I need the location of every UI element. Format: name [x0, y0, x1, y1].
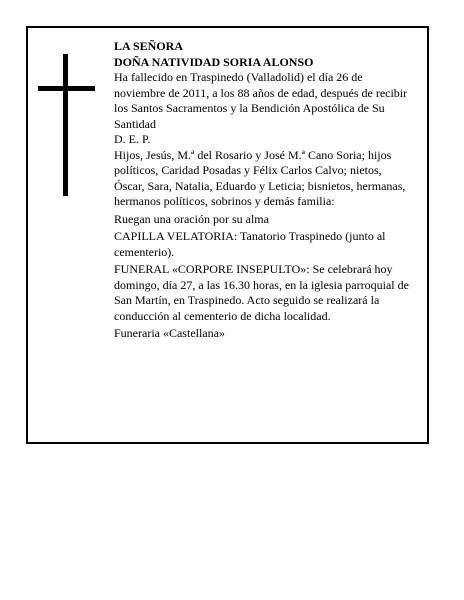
rest-in-peace: D. E. P.	[114, 132, 151, 146]
notice-text	[114, 39, 414, 342]
death-announcement: Ha fallecido en Traspinedo (Valladolid) el día 26 de noviembre de 2011, a los 88 años de edad, después de recibir los Santos Sacramentos y la Bendición Apostólica de Su Santidad	[114, 70, 408, 131]
notice-title: LA SEÑORA	[114, 39, 184, 53]
cross-vertical-bar	[63, 54, 68, 196]
prayer-request: Ruegan una oración por su alma	[114, 211, 269, 226]
family-list: Hijos, Jesús, M.ª del Rosario y José M.ª Cano Soria; hijos políticos, Caridad Posadas y Félix Carlos Calvo; nietos, Óscar, Sara, Natalia, Eduardo y Leticia; bisnietos, hermanas, hermanos políticos, sobrinos y demás familia:	[114, 147, 406, 208]
chapel-info: CAPILLA VELATORIA: Tanatorio Traspinedo (junto al cementerio).	[114, 229, 386, 259]
funeral-info: FUNERAL «CORPORE INSEPULTO»: Se celebrará hoy domingo, día 27, a las 16.30 horas, en la iglesia parroquial de San Martín, en Traspinedo. Acto seguido se realizará la conducción al cementerio de dicha localidad.	[114, 262, 409, 323]
cross-horizontal-bar	[38, 86, 95, 91]
deceased-name: DOÑA NATIVIDAD SORIA ALONSO	[114, 54, 314, 69]
funeral-home: Funeraria «Castellana»	[114, 326, 225, 340]
